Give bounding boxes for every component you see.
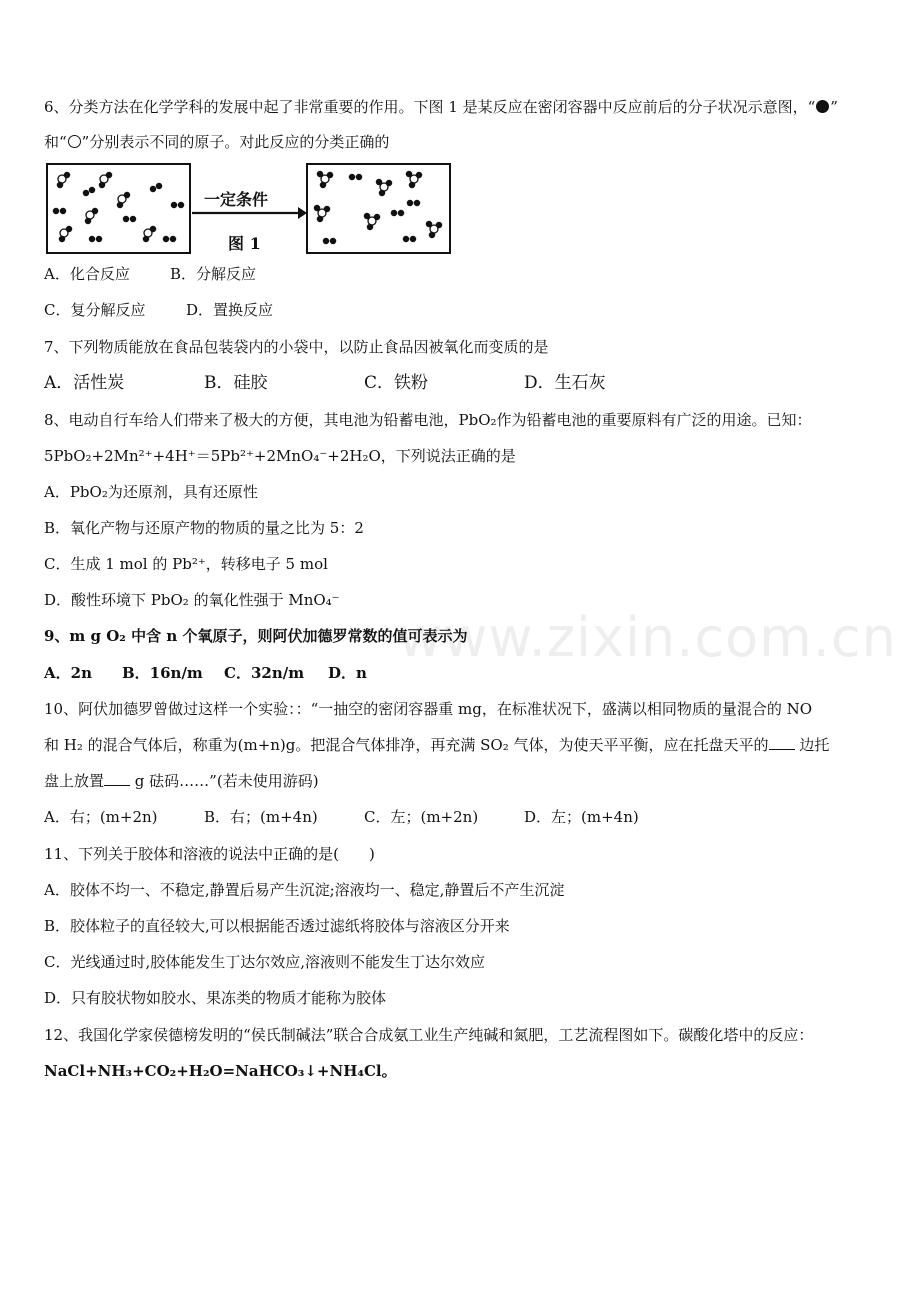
q9-option-c: C．32n/m [224,664,305,682]
q6-stem-line2: 和“ ”分别表示不同的原子。对此反应的分类正确的 [44,133,390,151]
figure-caption: 图 1 [228,234,261,253]
q10-option-a: A．右；(m+2n) [44,808,158,826]
q10-stem-line1: 10、阿伏加德罗曾做过这样一个实验：：“一抽空的密闭容器重 mg，在标准状况下，盛满以相同物质的量混合的 NO [44,700,813,718]
q10-option-b: B．右；(m+4n) [204,808,318,826]
q8-option-a: A．PbO₂为还原剂，具有还原性 [44,483,258,501]
q8-option-c: C．生成 1 mol 的 Pb²⁺，转移电子 5 mol [44,555,328,573]
q7-option-d: D．生石灰 [524,373,606,393]
q6-option-d: D．置换反应 [186,301,274,319]
q6-option-c: C．复分解反应 [44,301,146,319]
q7-option-b: B．硅胶 [204,373,268,393]
q6-option-b: B．分解反应 [170,265,257,283]
condition-label: 一定条件 [204,190,269,209]
q8-option-d: D．酸性环境下 PbO₂ 的氧化性强于 MnO₄⁻ [44,591,340,609]
q10-option-d: D．左；(m+4n) [524,808,639,826]
q10-option-c: C．左；(m+2n) [364,808,479,826]
reaction-diagram [46,163,452,255]
q12-stem: 12、我国化学家侯德榜发明的“侯氏制碱法”联合合成氨工业生产纯碱和氮肥，工艺流程图如下。碳酸化塔中的反应： [44,1026,814,1044]
q9-option-d: D．n [328,664,367,682]
q8-option-b: B．氧化产物与还原产物的物质的量之比为 5：2 [44,519,364,537]
q11-option-d: D．只有胶状物如胶水、果冻类的物质才能称为胶体 [44,989,387,1007]
watermark: www.zixin.com.cn [398,606,897,669]
q11-option-b: B．胶体粒子的直径较大,可以根据能否透过滤纸将胶体与溶液区分开来 [44,917,510,935]
arrow-head-icon [298,207,307,219]
q10-stem-line3: 盘上放置 g 砝码……”(若未使用游码) [44,772,319,790]
q8-stem: 8、电动自行车给人们带来了极大的方便，其电池为铅蓄电池，PbO₂作为铅蓄电池的重要原料有广泛的用途。已知： [44,411,812,429]
q7-stem: 7、下列物质能放在食品包装袋内的小袋中，以防止食品因被氧化而变质的是 [44,338,549,356]
q9-option-a: A．2n [44,664,92,682]
q11-option-c: C．光线通过时,胶体能发生丁达尔效应,溶液则不能发生丁达尔效应 [44,953,486,971]
answer-blank [769,735,795,750]
q6-stem-text: 6、分类方法在化学学科的发展中起了非常重要的作用。下图 1 是某反应在密闭容器中反应前后的分子状况示意图，“ [44,98,816,116]
q7-option-c: C．铁粉 [364,373,429,393]
q9-option-b: B．16n/m [122,664,203,682]
q11-option-a: A．胶体不均一、不稳定,静置后易产生沉淀;溶液均一、稳定,静置后不产生沉淀 [44,881,565,899]
filled-circle-atom-icon [816,100,829,113]
answer-blank [104,771,130,786]
q10-stem-line2: 和 H₂ 的混合气体后，称重为(m+n)g。把混合气体排净，再充满 SO₂ 气体，为使天平平衡，应在托盘天平的 边托 [44,736,830,754]
q9-stem: 9、m g O₂ 中含 n 个氧原子，则阿伏加德罗常数的值可表示为 [44,627,468,645]
hollow-circle-atom-icon [68,135,81,148]
q6-option-a: A．化合反应 [44,265,130,283]
q6-stem-line1: 6、分类方法在化学学科的发展中起了非常重要的作用。下图 1 是某反应在密闭容器中反应前后的分子状况示意图，“ ” [44,98,838,116]
q11-stem: 11、下列关于胶体和溶液的说法中正确的是( ) [44,845,375,863]
q7-option-a: A．活性炭 [44,373,125,393]
q12-equation: NaCl+NH₃+CO₂+H₂O=NaHCO₃↓+NH₄Cl。 [44,1062,397,1080]
q8-equation: 5PbO₂+2Mn²⁺+4H⁺＝5Pb²⁺+2MnO₄⁻+2H₂O，下列说法正确的是 [44,447,516,465]
